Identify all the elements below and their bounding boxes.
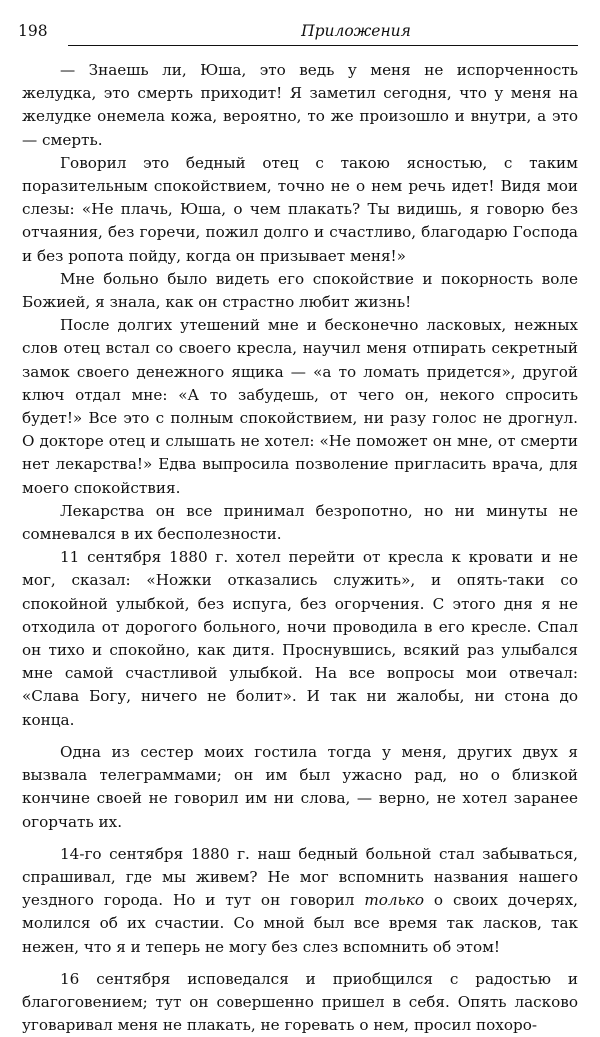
header-rule: [68, 45, 578, 46]
paragraph: [22, 843, 578, 959]
paragraph: 16 сентября исповедался и приобщился с радостью и благоговением; тут он совершенно пришел в себя. Опять ласково уговаривал меня не плакать, не горевать о нем, просил похоро-: [22, 969, 578, 1035]
paragraph-text: о своих дочерях, молился об их счастии. Со мной был все время так ласков, так нежен, что я и теперь не могу без слез вспомнить об этом!: [22, 891, 578, 956]
paragraph-text: 14-го сентября 1880 г. наш бедный больной стал забываться, спрашивал, где мы живем? Не мог вспомнить названия нашего уездного города. Но и тут он говорил: [22, 844, 578, 910]
paragraph: 11 сентября 1880 г. хотел перейти от кресла к кровати и не мог, сказал: «Ножки отказались служить», и опять-таки со спокойной улыбкой, без испуга, без огорчения. С этого дня я не отходила от дорогого больного, ночи проводила в его кресле. Спал он тихо и спокойно, как дитя. Проснувшись, всякий раз улыбался мне самой счастливой улыбкой. На все вопросы мои отвечал: «Слава Богу, ничего не болит». И так ни жалобы, ни стона до конца.: [22, 548, 578, 729]
paragraph: После долгих утешений мне и бесконечно ласковых, нежных слов отец встал со своего кресла, научил меня отпирать секретный замок своего денежного ящика — «а то ломать придется», другой ключ отдал мне: «А то забудешь, от чего он, некого спросить будет!» Все это с полным спокойствием, ни разу голос не дрогнул. О докторе отец и слышать не хотел: «Не поможет он мне, от смерти нет лекарства!» Едва выпросила позволение пригласить врача, для моего спокойствия.: [22, 316, 578, 497]
page-header: [14, 18, 578, 44]
paragraph: Лекарства он все принимал безропотно, но ни минуты не сомневался в их бесполезности.: [22, 501, 578, 544]
paragraph: — Знаешь ли, Юша, это ведь у меня не испорченность желудка, это смерть приходит! Я заметил сегодня, что у меня на желудке онемела кожа, вероятно, то же произошло и внутри, а это — смерть.: [22, 61, 578, 149]
body-text: [22, 59, 578, 1037]
page-number: 198: [18, 22, 48, 40]
emphasis-text: только: [364, 891, 425, 910]
paragraph: Мне больно было видеть его спокойствие и покорность воле Божией, я знала, как он страстно любит жизнь!: [22, 269, 578, 312]
paragraph: Говорил это бедный отец с такою ясностью, с таким поразительным спокойствием, точно не о нем речь идет! Видя мои слезы: «Не плачь, Юша, о чем плакать? Ты видишь, я говорю без отчаяния, без горечи, пожил долго и счастливо, благодарю Господа и без ропота пойду, когда он призывает меня!»: [22, 153, 578, 265]
paragraph: Одна из сестер моих гостила тогда у меня, других двух я вызвала телеграммами; он им был ужасно рад, но о близкой кончине своей не говорил им ни слова, — верно, не хотел заранее огорчать их.: [22, 742, 578, 831]
running-title: Приложения: [301, 22, 411, 40]
